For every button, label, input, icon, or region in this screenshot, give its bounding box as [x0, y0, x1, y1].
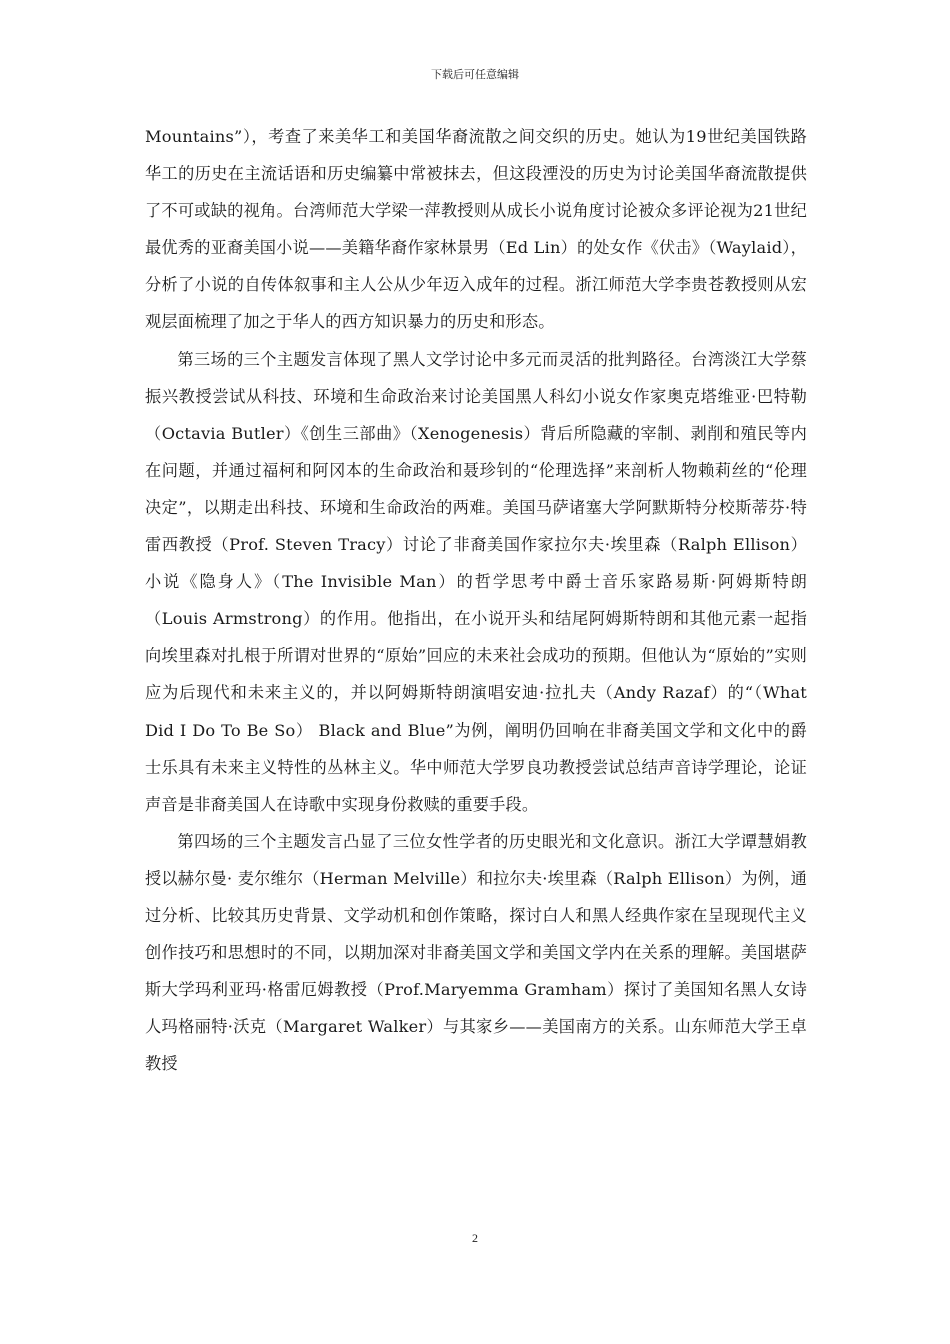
page-header: 下载后可任意编辑 [431, 68, 519, 81]
body-text [145, 118, 807, 1082]
paragraph-1: Mountains”），考查了来美华工和美国华裔流散之间交织的历史。她认为19世纪美国铁路华工的历史在主流话语和历史编纂中常被抹去，但这段湮没的历史为讨论美国华裔流散提供了不可或缺的视角。台湾师范大学梁一萍教授则从成长小说角度讨论被众多评论视为21世纪最优秀的亚裔美国小说——美籍华裔作家林景男（Ed Lin）的处女作《伏击》（Waylaid），分析了小说的自传体叙事和主人公从少年迈入成年的过程。浙江师范大学李贵苍教授则从宏观层面梳理了加之于华人的西方知识暴力的历史和形态。 [145, 127, 807, 332]
paragraph-3: 第四场的三个主题发言凸显了三位女性学者的历史眼光和文化意识。浙江大学谭慧娟教授以赫尔曼· 麦尔维尔（Herman Melville）和拉尔夫·埃里森（Ralph Ellison）为例，通过分析、比较其历史背景、文学动机和创作策略，探讨白人和黑人经典作家在呈现现代主义创作技巧和思想时的不同，以期加深对非裔美国文学和美国文学内在关系的理解。美国堪萨斯大学玛利亚玛·格雷厄姆教授（Prof.Maryemma Gramham）探讨了美国知名黑人女诗人玛格丽特·沃克（Margaret Walker）与其家乡——美国南方的关系。山东师范大学王卓教授 [145, 831, 807, 1074]
paragraph-2: 第三场的三个主题发言体现了黑人文学讨论中多元而灵活的批判路径。台湾淡江大学蔡振兴教授尝试从科技、环境和生命政治来讨论美国黑人科幻小说女作家奥克塔维亚·巴特勒（Octavia Butler）《创生三部曲》（Xenogenesis）背后所隐藏的宰制、剥削和殖民等内在问题，并通过福柯和阿冈本的生命政治和聂珍钊的“伦理选择”来剖析人物赖莉丝的“伦理决定”，以期走出科技、环境和生命政治的两难。美国马萨诸塞大学阿默斯特分校斯蒂芬·特雷西教授（Prof. Steven Tracy）讨论了非裔美国作家拉尔夫·埃里森（Ralph Ellison）小说《隐身人》（The Invisible Man）的哲学思考中爵士音乐家路易斯·阿姆斯特朗（Louis Armstrong）的作用。他指出，在小说开头和结尾阿姆斯特朗和其他元素一起指向埃里森对扎根于所谓对世界的“原始”回应的未来社会成功的预期。但他认为“原始的”实则应为后现代和未来主义的，并以阿姆斯特朗演唱安迪·拉扎夫（Andy Razaf）的“（What Did I Do To Be So） Black and Blue”为例，阐明仍回响在非裔美国文学和文化中的爵士乐具有未来主义特性的丛林主义。华中师范大学罗良功教授尝试总结声音诗学理论，论证声音是非裔美国人在诗歌中实现身份救赎的重要手段。 [145, 349, 807, 814]
page-number: 2 [472, 1231, 478, 1245]
